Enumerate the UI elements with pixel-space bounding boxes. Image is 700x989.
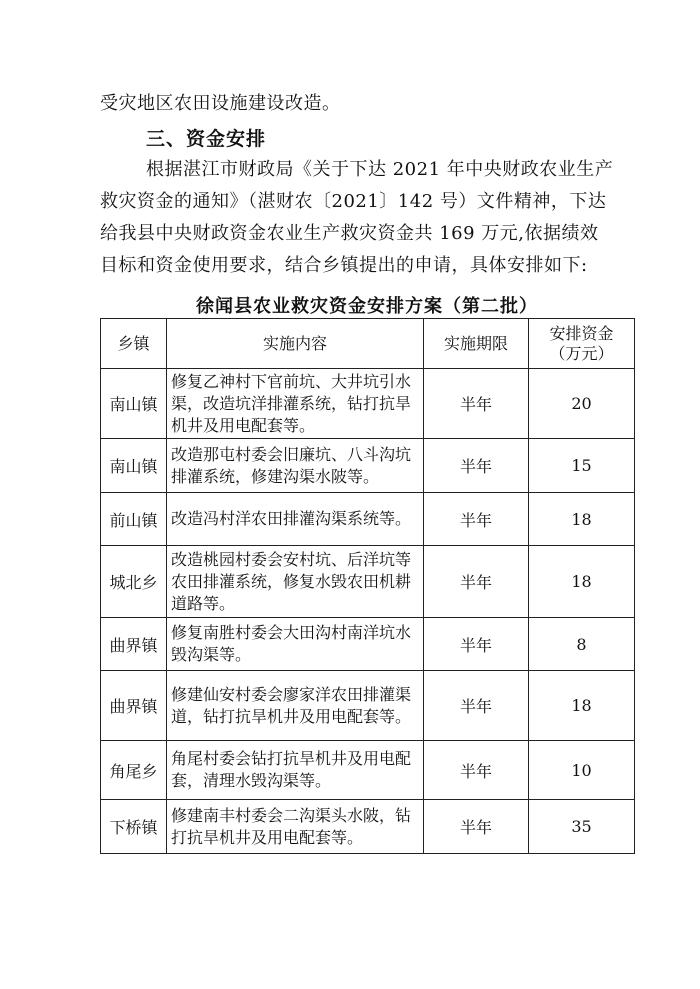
table-row bbox=[101, 493, 635, 546]
cell-period: 半年 bbox=[424, 546, 529, 618]
paragraph-main-line-2: 救灾资金的通知》（湛财农〔2021〕142 号）文件精神，下达 bbox=[100, 191, 607, 212]
cell-content: 修复乙神村下官前坑、大井坑引水渠，改造坑洋排灌系统，钻打抗旱机井及用电配套等。 bbox=[167, 369, 424, 439]
cell-content: 改造冯村洋农田排灌沟渠系统等。 bbox=[167, 493, 424, 546]
paragraph-top-line: 受灾地区农田设施建设改造。 bbox=[100, 93, 341, 114]
paragraph-main-line-1: 根据湛江市财政局《关于下达 2021 年中央财政农业生产 bbox=[146, 159, 614, 180]
paragraph-main-line-4: 目标和资金使用要求，结合乡镇提出的申请，具体安排如下: bbox=[100, 255, 588, 276]
table-row bbox=[101, 800, 635, 854]
table-row bbox=[101, 671, 635, 741]
cell-period: 半年 bbox=[424, 618, 529, 671]
cell-town: 曲界镇 bbox=[101, 618, 167, 671]
cell-town: 前山镇 bbox=[101, 493, 167, 546]
cell-period: 半年 bbox=[424, 369, 529, 439]
table-row bbox=[101, 546, 635, 618]
section-heading: 三、资金安排 bbox=[146, 128, 267, 150]
funding-plan-table bbox=[100, 318, 635, 854]
cell-funds: 8 bbox=[529, 618, 635, 671]
header-period: 实施期限 bbox=[424, 319, 529, 369]
cell-content: 改造桃园村委会安村坑、后洋坑等农田排灌系统，修复水毁农田机耕道路等。 bbox=[167, 546, 424, 618]
cell-town: 下桥镇 bbox=[101, 800, 167, 854]
cell-period: 半年 bbox=[424, 741, 529, 800]
cell-funds: 18 bbox=[529, 546, 635, 618]
cell-content: 修复南胜村委会大田沟村南洋坑水毁沟渠等。 bbox=[167, 618, 424, 671]
cell-content: 修建南丰村委会二沟渠头水陂，钻打抗旱机井及用电配套等。 bbox=[167, 800, 424, 854]
cell-funds: 15 bbox=[529, 439, 635, 493]
header-town: 乡镇 bbox=[101, 319, 167, 369]
cell-town: 城北乡 bbox=[101, 546, 167, 618]
header-funds-line-2: （万元） bbox=[549, 343, 614, 363]
cell-content: 改造那屯村委会旧廉坑、八斗沟坑排灌系统，修建沟渠水陂等。 bbox=[167, 439, 424, 493]
table-title: 徐闻县农业救灾资金安排方案（第二批） bbox=[196, 296, 538, 317]
cell-content: 角尾村委会钻打抗旱机井及用电配套，清理水毁沟渠等。 bbox=[167, 741, 424, 800]
table-row bbox=[101, 439, 635, 493]
header-funds bbox=[529, 319, 635, 369]
header-funds-line-1: 安排资金 bbox=[549, 323, 614, 343]
cell-town: 南山镇 bbox=[101, 439, 167, 493]
cell-period: 半年 bbox=[424, 800, 529, 854]
cell-period: 半年 bbox=[424, 439, 529, 493]
cell-funds: 18 bbox=[529, 671, 635, 741]
table-header-row bbox=[101, 319, 635, 369]
table-row bbox=[101, 618, 635, 671]
cell-content: 修建仙安村委会廖家洋农田排灌渠道，钻打抗旱机井及用电配套等。 bbox=[167, 671, 424, 741]
header-content: 实施内容 bbox=[167, 319, 424, 369]
cell-town: 角尾乡 bbox=[101, 741, 167, 800]
cell-period: 半年 bbox=[424, 493, 529, 546]
cell-town: 南山镇 bbox=[101, 369, 167, 439]
paragraph-main-line-3: 给我县中央财政资金农业生产救灾资金共 169 万元,依据绩效 bbox=[100, 223, 599, 244]
cell-funds: 35 bbox=[529, 800, 635, 854]
cell-town: 曲界镇 bbox=[101, 671, 167, 741]
table-row bbox=[101, 369, 635, 439]
cell-funds: 10 bbox=[529, 741, 635, 800]
table-row bbox=[101, 741, 635, 800]
cell-period: 半年 bbox=[424, 671, 529, 741]
cell-funds: 18 bbox=[529, 493, 635, 546]
cell-funds: 20 bbox=[529, 369, 635, 439]
